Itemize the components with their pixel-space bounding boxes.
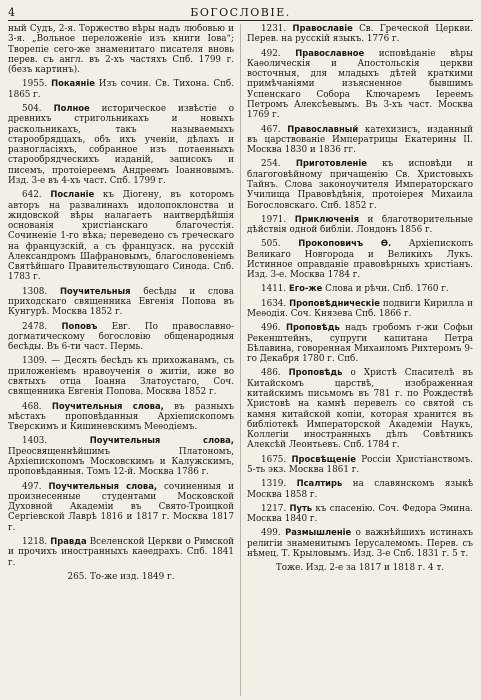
catalog-entry <box>8 287 234 318</box>
entry-text: ный Судъ, 2-я. Торжество вѣры надъ любовью и 3-я. „Вольное переложеніе изъ книги Іова“; Творепіе сего-же знаменитаго писателя вновь перев. съ англ. въ 2-хъ частяхъ Спб. 1799 г. (безъ картинъ). <box>8 24 234 76</box>
entry-title: Поучительныя слова, <box>48 480 158 491</box>
entry-title: Поучительныя слова, <box>51 400 164 411</box>
entry-title: Полное <box>53 102 90 113</box>
entry-text: Слова и рѣчи. Спб. 1760 г. <box>325 284 449 295</box>
entry-title: Проповѣдническіе <box>289 297 380 308</box>
entry-text: Архіепископъ Великаго Новгорода и Великихъ Лукъ. Истинное оправданіе правовѣрныхъ христіанъ. Изд. 3-е. Москва 1784 г. <box>247 239 473 281</box>
entry-title: Поповъ <box>61 320 98 331</box>
catalog-entry <box>247 239 473 280</box>
entry-title: Покаяніе <box>51 78 95 89</box>
entry-number: 254. <box>261 159 281 170</box>
entry-text: сочиненныя и произнесенные студентами Московской Духовной Академіи въ Свято-Троицкой Сергіевской Лаврѣ 1816 и 1817 г. Москва 1817 г. <box>8 481 234 533</box>
entry-text: къ Діогену, въ которомъ авторъ на развалинахъ идолопоклонства и жидовской вѣры налагаетъ наитвердѣйшія основанія христіанскаго благочестія. Сочиненіе 1-го вѣка; переведено съ греческаго на французскій, а съ французск. на русскій Александромъ Шафрановымъ, благословеніемъ Святѣйшаго Правительствующаго Синода. Спб. 1783 г. <box>8 190 234 283</box>
entry-number: 496. <box>261 323 281 334</box>
entry-title: Псалтирь <box>296 478 343 489</box>
entry-number: 265. <box>67 571 88 582</box>
entry-text: въ разныхъ мѣстахъ проповѣданныя Архіепископомъ Тверскимъ и Кишиневскимъ Меѳодіемъ. <box>8 401 234 433</box>
entry-title: Православный <box>287 123 359 134</box>
catalog-entry <box>247 299 473 320</box>
entry-title: Проповѣдь <box>288 367 343 378</box>
entry-text: исповѣданіе вѣры Каѳолическія и Апостольскія церкви восточныя, для младыхъ дѣтей краткими примѣчаніями изъясненное бывшимъ Успенскаго Собора Ключаремъ Іереемъ Петромъ Алексѣевымъ. Въ 3-хъ част. Москва 1769 г. <box>247 48 473 121</box>
catalog-entry <box>247 504 473 525</box>
page-title: БОГОСЛОВІЕ. <box>190 6 291 19</box>
entry-title: Поучительныя <box>60 285 131 296</box>
catalog-entry <box>8 24 234 75</box>
entry-title: Приключенія <box>294 213 359 224</box>
catalog-entry <box>247 455 473 476</box>
catalog-entry <box>247 49 473 121</box>
catalog-entry <box>8 482 234 533</box>
entry-number: 1309. <box>22 356 48 367</box>
entry-title: Посланіе <box>50 189 95 200</box>
page-header <box>8 6 473 21</box>
catalog-entry <box>247 323 473 364</box>
entry-text: — Десять бесѣдъ къ прихожанамъ, съ приложеніемъ нравоученія о житіи, иже во святыхъ отца Іоанна Златоустаго, Соч. священника Евгенія Попова. Москва 1852 г. <box>8 356 235 398</box>
entry-text: о важнѣйшихъ истинахъ религіи знаменитымъ Іерусалемомъ. Перев. съ нѣмец. Т. Крыловымъ. Изд. 3-е Спб. 1831 г. 5 т. <box>247 528 473 559</box>
entry-text: къ исповѣди и благоговѣйному причащенію Св. Христовыхъ Тайнъ. Слова законоучителя Императорскаго Училища Правовѣдѣнія, протоіерея Михаила Богословскаго. Спб. 1852 г. <box>247 159 473 211</box>
entry-number: 467. <box>261 124 281 135</box>
catalog-entry <box>8 402 234 433</box>
entry-text: и благотворительные дѣйствія одной библіи. Лондонъ 1856 г. <box>247 214 473 236</box>
entry-title: Просвѣщеніе <box>291 453 356 464</box>
catalog-entry <box>247 563 473 573</box>
entry-text: къ спасенію. Соч. Федора Эмина. Москва 1840 г. <box>247 503 473 525</box>
page-number: 4 <box>8 6 15 19</box>
entry-text: Евг. По православно-догматическому богословію общенародныя бесѣды. Въ 6-ти част. Пермь. <box>8 321 235 353</box>
entry-number: 504. <box>22 103 42 114</box>
entry-number: 468. <box>22 401 42 412</box>
entry-title: Приготовленіе <box>295 158 367 169</box>
entry-number: 1675. <box>261 454 287 465</box>
entry-text: Преосвященнѣйшимъ Платономъ, Архіепископомъ Московскимъ и Калужскимъ, проповѣданныя. Томъ 12-й. Москва 1786 г. <box>8 446 234 478</box>
catalog-entry <box>8 190 234 283</box>
entry-text: Тоже. Изд. 2-е за 1817 и 1818 г. 4 т. <box>275 563 445 574</box>
entry-text: на славянскомъ языкѣ Москва 1858 г. <box>247 479 473 500</box>
entry-title: Размышленіе <box>285 527 352 538</box>
entry-number: 2478. <box>22 321 48 332</box>
entry-number: 1971. <box>261 214 287 225</box>
catalog-entry <box>247 125 473 156</box>
entry-number: 1634. <box>261 298 287 309</box>
entry-title: Поучительныя слова, <box>89 435 234 446</box>
entry-number: 486. <box>261 368 281 379</box>
entry-number: 492. <box>261 48 281 59</box>
entry-text: катехизисъ, изданный въ царствованіе Императрицы Екатерины II. Москва 1830 и 1836 гг. <box>247 124 473 156</box>
catalog-entry <box>8 322 234 353</box>
entry-title: Православное <box>295 47 365 58</box>
catalog-entry <box>247 284 473 294</box>
entry-text: бесѣды и слова приходскаго священника Евгенія Попова въ Кунгурѣ. Москва 1852 г. <box>8 286 234 318</box>
entry-title: Правда <box>50 535 87 546</box>
entry-number: 505. <box>261 239 281 250</box>
entry-text: То-же изд. 1849 г. <box>89 571 175 582</box>
entry-title: Православіе <box>292 24 353 33</box>
entry-text: надъ гробомъ г-жи Софьи Рекенштейнъ, супруги капитана Петра Бѣлавина, говоренная Михаиломъ Рихтеромъ 9-го Декабря 1780 г. Спб. <box>247 323 473 365</box>
entry-title: Проповѣдь <box>285 322 340 333</box>
left-column <box>8 24 241 696</box>
entry-title: Прокоповичъ Ѳ. <box>298 238 392 249</box>
entry-text: подвиги Кирилла и Меѳодія. Соч. Князева Спб. 1866 г. <box>247 298 473 320</box>
right-column <box>247 24 473 696</box>
catalog-entry <box>247 24 473 45</box>
catalog-entry <box>247 368 473 450</box>
entry-number: 1955. <box>22 79 48 90</box>
entry-number: 1231. <box>261 24 287 34</box>
entry-number: 1308. <box>22 286 48 297</box>
catalog-entry <box>247 479 473 500</box>
columns <box>8 24 473 696</box>
entry-number: 1217. <box>261 503 287 514</box>
entry-text: Россіи Христіанствомъ. 5-ть экз. Москва 1861 г. <box>247 454 473 475</box>
catalog-entry <box>8 572 234 582</box>
entry-number: 1218. <box>22 536 48 547</box>
entry-number: 499. <box>261 528 281 539</box>
catalog-entry <box>8 537 234 568</box>
entry-title: Путь <box>289 502 313 513</box>
catalog-entry <box>8 436 234 477</box>
entry-text: о Христѣ Спасителѣ въ Китайскомъ царствѣ, изображенная китайскимъ письмомъ въ 781 г. по Рождествѣ Христовѣ на камнѣ перевелъ со святой съ камня китайской копіи, которая хранится въ библіотекѣ Императорской Академіи Наукъ, Коллегіи иностранныхъ дѣлъ Совѣтникъ Алексѣй Леонтьевъ. Спб. 1784 г. <box>247 368 473 451</box>
catalog-entry <box>247 528 473 559</box>
entry-text: историческое извѣстіе о древнихъ стригольникахъ и новыхъ раскольникахъ, такъ называемыхъ старообрядцахъ, объ ихъ ученіи, дѣлахъ и разногласіяхъ, собранное изъ потаенныхъ старообрядческихъ изданій, записокъ и писемъ, протоіереемъ Андреемъ Іоанновымъ. Изд. 3-е въ 4-хъ част. Спб. 1799 г. <box>8 103 235 186</box>
entry-text: Вселенской Церкви о Римской и прочихъ иностранныхъ каѳедрахъ. Спб. 1841 г. <box>8 536 235 568</box>
entry-number: 497. <box>22 481 42 492</box>
entry-number: 642. <box>22 190 42 201</box>
catalog-entry <box>8 104 234 186</box>
entry-number: 1411. <box>261 284 287 295</box>
entry-title: Его-же <box>288 283 323 294</box>
entry-text: Св. Греческой Церкви. Перев. на русскій языкъ. 1776 г. <box>247 24 473 45</box>
entry-number: 1319. <box>261 479 287 490</box>
catalog-entry <box>247 159 473 210</box>
entry-number: 1403. <box>22 436 48 447</box>
catalog-entry <box>8 356 234 397</box>
entry-text: Изъ сочин. Св. Тихона. Спб. 1865 г. <box>8 79 235 100</box>
catalog-entry <box>8 79 234 100</box>
catalog-entry <box>247 215 473 236</box>
